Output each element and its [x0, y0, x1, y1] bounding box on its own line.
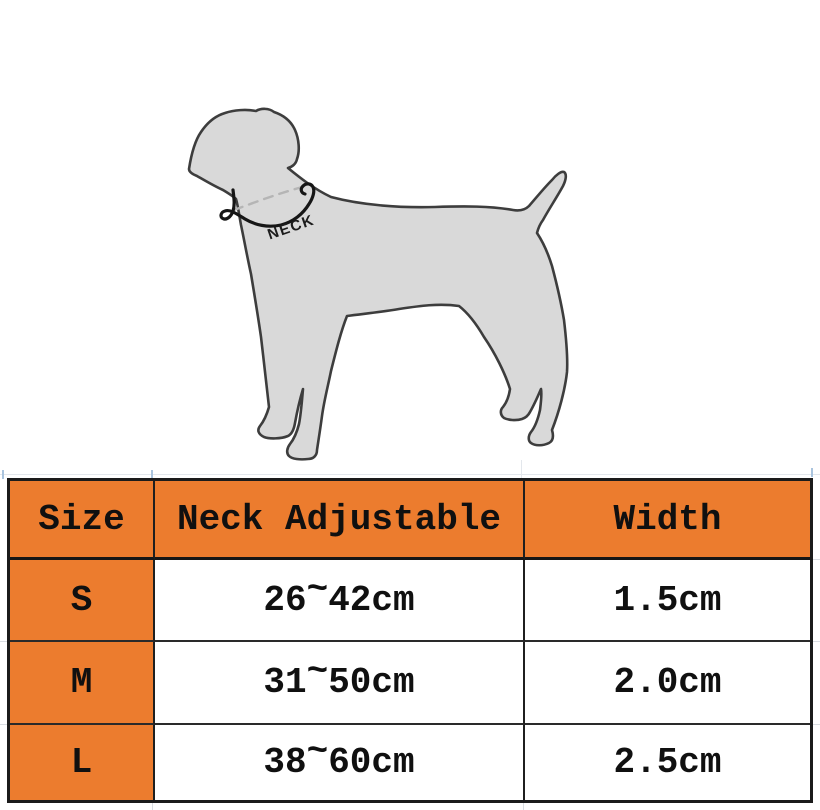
- gridline-tick: [2, 470, 4, 479]
- gridline-tick: [811, 468, 813, 477]
- header-neck-adjustable: Neck Adjustable: [155, 481, 525, 560]
- row-s-width: 1.5cm: [525, 560, 810, 642]
- row-l-neck: [155, 725, 525, 800]
- row-s-neck: [155, 560, 525, 642]
- row-m-width: 2.0cm: [525, 642, 810, 725]
- gridline-stub: [523, 803, 524, 810]
- gridline-stub: [813, 724, 820, 725]
- size-table: [7, 478, 813, 803]
- gridline-vertical: [521, 460, 522, 478]
- neck-range-tilde: ~: [306, 731, 329, 772]
- neck-range-max: 42cm: [328, 579, 415, 621]
- header-width: Width: [525, 481, 810, 560]
- header-size: Size: [10, 481, 155, 560]
- neck-range-tilde: ~: [306, 651, 329, 692]
- neck-range-min: 31: [263, 662, 307, 703]
- gridline-stub: [152, 803, 153, 810]
- neck-range-max: 60cm: [328, 742, 415, 783]
- gridline-stub: [0, 641, 7, 642]
- row-m-neck: [155, 642, 525, 725]
- gridline-stub: [813, 559, 820, 560]
- neck-label: NECK: [265, 211, 317, 244]
- dog-silhouette: [189, 109, 567, 460]
- gridline-stub: [0, 724, 7, 725]
- row-l-width: 2.5cm: [613, 742, 722, 783]
- row-s-size: S: [10, 560, 155, 642]
- row-m-size: M: [10, 642, 155, 725]
- neck-range-tilde: ~: [306, 568, 329, 610]
- neck-range-min: 26: [263, 579, 307, 621]
- neck-range-max: 50cm: [328, 662, 415, 703]
- gridline-stub: [813, 641, 820, 642]
- neck-range-min: 38: [263, 742, 307, 783]
- row-l-size: L: [10, 725, 155, 800]
- gridline-horizontal: [0, 474, 820, 475]
